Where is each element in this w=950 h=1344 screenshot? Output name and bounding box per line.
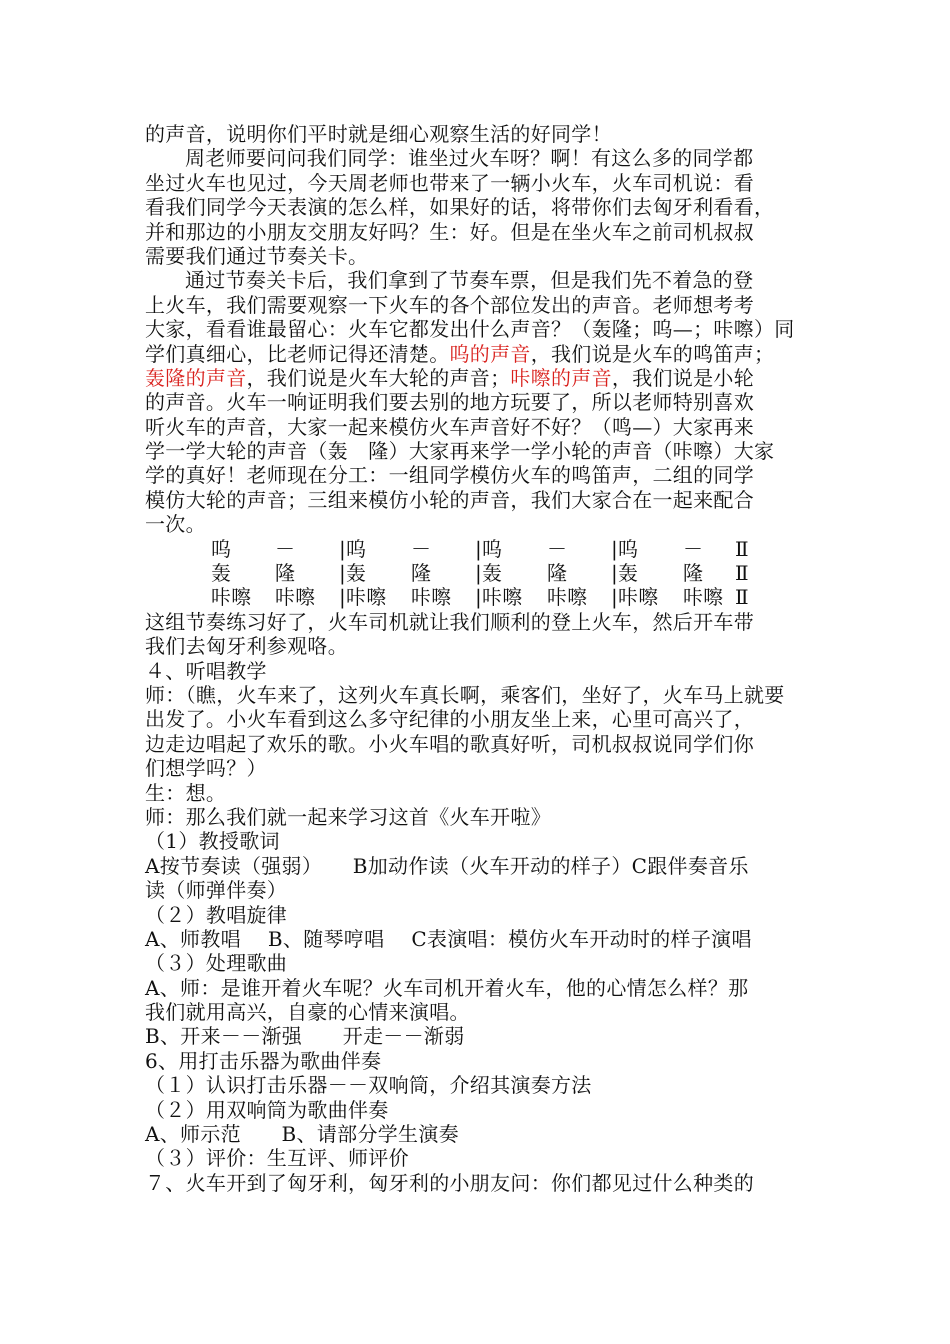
text-line: （２）教唱旋律 (145, 902, 288, 927)
text-line: 的声音。火车一响证明我们要去别的地方玩要了，所以老师特别喜欢 (145, 390, 754, 415)
rhythm-cell: 呜 (211, 536, 232, 561)
paragraph-block-3 (145, 610, 815, 1195)
rhythm-cell: 咔嚓 (211, 585, 252, 610)
text-line: 师：（瞧，火车来了，这列火车真长啊，乘客们，坐好了，火车马上就要 (145, 682, 785, 707)
text-line: ４、听唱教学 (145, 658, 267, 683)
text-line: 模仿大轮的声音；三组来模仿小轮的声音，我们大家合在一起来配合 (145, 487, 754, 512)
rhythm-cell: |呜 (339, 536, 367, 561)
rhythm-cell: 咔嚓 (411, 585, 452, 610)
highlighted-phrase-small-wheel: 咔嚓的声音 (510, 365, 612, 390)
text-line: 的声音，说明你们平时就是细心观察生活的好同学！ (145, 122, 612, 146)
paragraph-block-1 (145, 122, 815, 342)
rhythm-cell: |轰 (339, 561, 367, 586)
text-line: （３）处理歌曲 (145, 951, 288, 976)
text-line: （１）认识打击乐器－－双响筒，介绍其演奏方法 (145, 1073, 592, 1098)
rhythm-cell: － (547, 536, 568, 561)
text-line: （３）评价：生互评、师评价 (145, 1146, 409, 1171)
rhythm-cell: |咔嚓 (475, 585, 523, 610)
text-line: A、师：是谁开着火车呢？火车司机开着火车，他的心情怎么样？那 (145, 975, 749, 1000)
text-line: 6、用打击乐器为歌曲伴奏 (145, 1048, 382, 1073)
rhythm-cell: 隆 (547, 561, 568, 586)
highlighted-phrase-big-wheel: 轰隆的声音 (145, 365, 247, 390)
text-line: 生：想。 (145, 780, 227, 805)
text-line: B、开来－－渐强 开走－－渐弱 (145, 1024, 465, 1049)
text-line: 们想学吗？） (145, 756, 267, 781)
text-line: 读（师弹伴奏） (145, 878, 288, 903)
rhythm-row (145, 561, 815, 585)
rhythm-cell: Ⅱ (735, 536, 749, 561)
text-line: 上火车，我们需要观察一下火车的各个部位发出的声音。老师想考考 (145, 292, 754, 317)
paragraph-block-2 (145, 390, 815, 536)
text-line: 学的真好！老师现在分工：一组同学模仿火车的鸣笛声，二组的同学 (145, 463, 754, 488)
rhythm-cell: |轰 (475, 561, 503, 586)
rhythm-notation (145, 537, 815, 610)
text-line: 学一学大轮的声音（轰 隆）大家再来学一学小轮的声音（咔嚓）大家 (145, 439, 775, 464)
rhythm-cell: |呜 (475, 536, 503, 561)
rhythm-cell: |咔嚓 (339, 585, 387, 610)
text-line: （２）用双响筒为歌曲伴奏 (145, 1097, 389, 1122)
text-line: ７、火车开到了匈牙利，匈牙利的小朋友问：你们都见过什么种类的 (145, 1170, 754, 1195)
text-segment: ，我们说是火车的鸣笛声； (530, 341, 775, 366)
rhythm-cell: Ⅱ (735, 561, 749, 586)
text-line: 出发了。小火车看到这么多守纪律的小朋友坐上来，心里可高兴了， (145, 707, 754, 732)
text-line: 通过节奏关卡后，我们拿到了节奏车票，但是我们先不着急的登 (185, 268, 754, 293)
text-line: 师：那么我们就一起来学习这首《火车开啦》 (145, 804, 551, 829)
text-line: 这组节奏练习好了，火车司机就让我们顺利的登上火车，然后开车带 (145, 609, 754, 634)
rhythm-cell: 隆 (275, 561, 296, 586)
text-line: A按节奏读（强弱） B加动作读（火车开动的样子）C跟伴奏音乐 (145, 853, 749, 878)
rhythm-cell: 咔嚓 (547, 585, 588, 610)
text-segment: 学们真细心，比老师记得还清楚。 (145, 341, 450, 366)
rhythm-cell: |咔嚓 (611, 585, 659, 610)
rhythm-cell: 咔嚓 (275, 585, 316, 610)
rhythm-cell: － (411, 536, 432, 561)
rhythm-cell: |轰 (611, 561, 639, 586)
text-line: 并和那边的小朋友交朋友好吗？生：好。但是在坐火车之前司机叔叔 (145, 219, 754, 244)
text-line: A、师教唱 B、随琴哼唱 C表演唱：模仿火车开动时的样子演唱 (145, 926, 752, 951)
rhythm-cell: － (683, 536, 704, 561)
text-segment: ，我们说是火车大轮的声音； (246, 365, 511, 390)
text-line-highlight-1 (145, 342, 815, 366)
text-body (145, 122, 815, 1195)
rhythm-cell: 隆 (411, 561, 432, 586)
text-line: 需要我们通过节奏关卡。 (145, 243, 369, 268)
rhythm-cell: Ⅱ (735, 585, 749, 610)
text-line: 听火车的声音，大家一起来模仿火车声音好不好？（鸣—）大家再来 (145, 414, 754, 439)
rhythm-cell: 咔嚓 (683, 585, 724, 610)
text-line: （1）教授歌词 (145, 829, 280, 854)
text-line: 坐过火车也见过，今天周老师也带来了一辆小火车，火车司机说：看 (145, 170, 754, 195)
text-line: 周老师要问问我们同学：谁坐过火车呀？啊！有这么多的同学都 (185, 146, 754, 171)
text-line-highlight-2 (145, 366, 815, 390)
highlighted-phrase-whistle: 呜的声音 (449, 341, 531, 366)
text-line: 看我们同学今天表演的怎么样，如果好的话，将带你们去匈牙利看看， (145, 195, 775, 220)
text-line: 边走边唱起了欢乐的歌。小火车唱的歌真好听，司机叔叔说同学们你 (145, 731, 754, 756)
rhythm-cell: 轰 (211, 561, 232, 586)
rhythm-row (145, 585, 815, 609)
rhythm-cell: 隆 (683, 561, 704, 586)
text-line: 大家，看看谁最留心：火车它都发出什么声音？（轰隆；呜—；咔嚓）同 (145, 317, 795, 342)
rhythm-cell: － (275, 536, 296, 561)
text-segment: ，我们说是小轮 (611, 365, 755, 390)
rhythm-cell: |呜 (611, 536, 639, 561)
text-line: 我们去匈牙利参观咯。 (145, 634, 348, 659)
rhythm-row (145, 537, 815, 561)
text-line: 一次。 (145, 512, 206, 537)
text-line: A、师示范 B、请部分学生演奏 (145, 1122, 459, 1147)
text-line: 我们就用高兴，自豪的心情来演唱。 (145, 1000, 470, 1025)
